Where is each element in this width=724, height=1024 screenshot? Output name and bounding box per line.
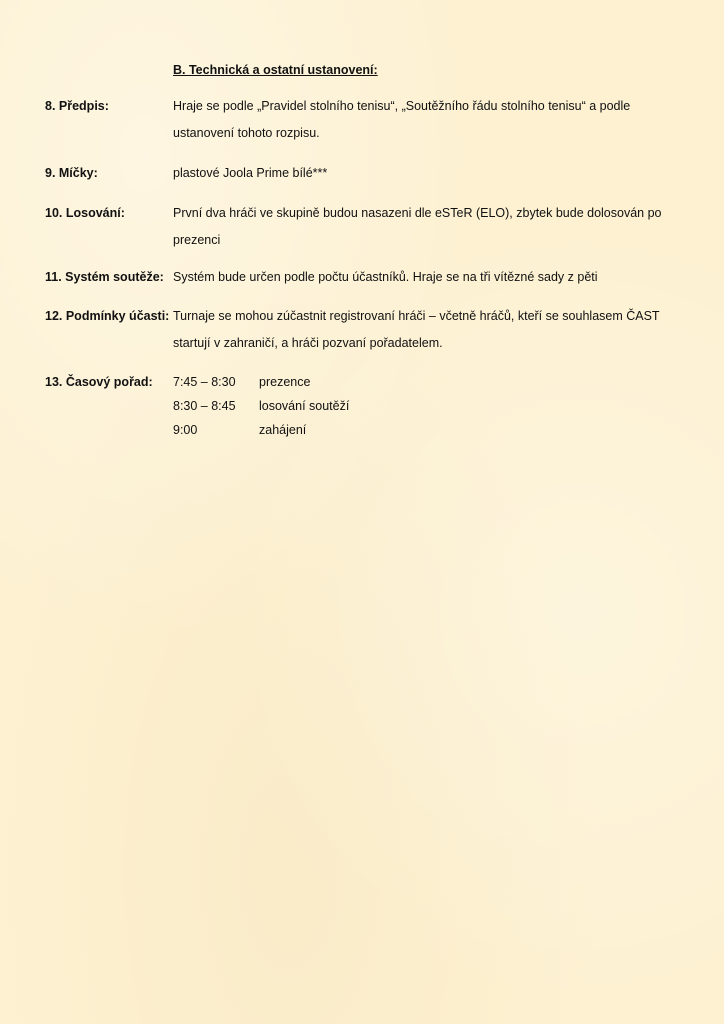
item-label: 9. Míčky: xyxy=(45,166,98,180)
schedule-entry xyxy=(173,370,683,394)
schedule-entry xyxy=(173,418,683,442)
item-label: 10. Losování: xyxy=(45,206,125,220)
item-label: 11. Systém soutěže: xyxy=(45,270,164,284)
schedule-event: prezence xyxy=(259,375,311,389)
item-text: Systém bude určen podle počtu účastníků. Hraje se na tři vítězné sady z pěti xyxy=(173,270,598,284)
schedule-entry xyxy=(173,394,683,418)
item-text: Hraje se podle „Pravidel stolního tenisu“, „Soutěžního řádu stolního tenisu“ a podle ustanovení tohoto rozpisu. xyxy=(173,99,631,140)
schedule-time: 9:00 xyxy=(173,423,198,437)
schedule-time: 7:45 – 8:30 xyxy=(173,375,236,389)
schedule-time: 8:30 – 8:45 xyxy=(173,399,236,413)
item-text: Turnaje se mohou zúčastnit registrovaní hráči – včetně hráčů, kteří se souhlasem ČAST startují v zahraničí, a hráči pozvaní pořadatelem. xyxy=(173,309,660,350)
schedule-event: losování soutěží xyxy=(259,399,350,413)
section-title: B. Technická a ostatní ustanovení: xyxy=(173,63,378,77)
item-text: plastové Joola Prime bílé*** xyxy=(173,166,328,180)
item-label: 13. Časový pořad: xyxy=(45,375,153,389)
schedule-event: zahájení xyxy=(259,423,307,437)
schedule-list xyxy=(173,370,683,442)
item-label: 12. Podmínky účasti: xyxy=(45,309,170,323)
item-label: 8. Předpis: xyxy=(45,99,109,113)
item-text: První dva hráči ve skupině budou nasazeni dle eSTeR (ELO), zbytek bude dolosován po prezenci xyxy=(173,206,662,247)
